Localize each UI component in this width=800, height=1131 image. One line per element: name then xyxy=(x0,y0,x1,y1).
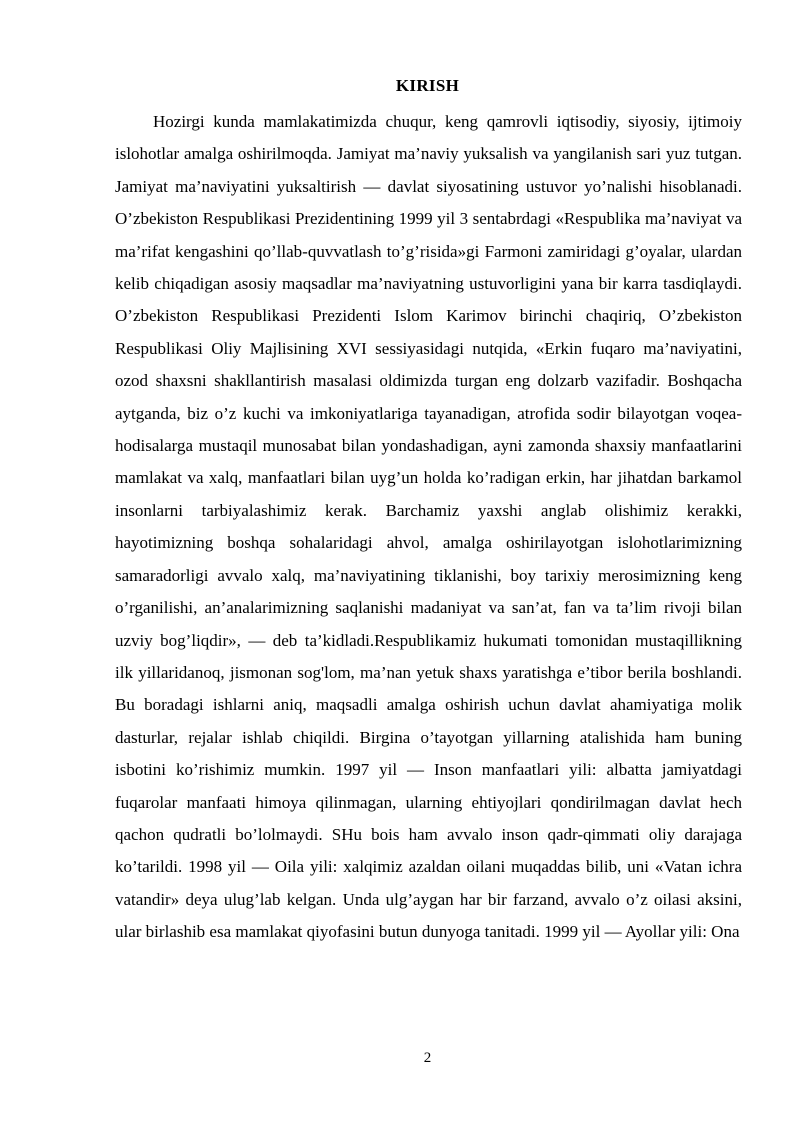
page-number: 2 xyxy=(423,1050,432,1066)
body-paragraph: Hozirgi kunda mamlakatimizda chuqur, keng qamrovli iqtisodiy, siyosiy, ijtimoiy islohotlar amalga oshirilmoqda. Jamiyat ma’naviy yuksalish va yangilanish sari yuz tutgan. Jamiyat ma’naviyatini yuksaltirish — davlat siyosatining ustuvor yo’nalishi hisoblanadi. O’zbekiston Respublikasi Prezidentining 1999 yil 3 sentabrdagi «Respublika ma’naviyat va ma’rifat kengashini qo’llab-quvvatlash to’g’risida»gi Farmoni zamiridagi g’oyalar, ulardan kelib chiqadigan asosiy maqsadlar ma’naviyatning ustuvorligini yana bir karra tasdiqlaydi. O’zbekiston Respublikasi Prezidenti Islom Karimov birinchi chaqiriq, O’zbekiston Respublikasi Oliy Majlisining XVI sessiyasidagi nutqida, «Erkin fuqaro ma’naviyatini, ozod shaxsni shakllantirish masalasi oldimizda turgan eng dolzarb vazifadir. Boshqacha aytganda, biz o’z kuchi va imkoniyatlariga tayanadigan, atrofida sodir bilayotgan voqea-hodisalarga mustaqil munosabat bilan yondashadigan, ayni zamonda shaxsiy manfaatlarini mamlakat va xalq, manfaatlari bilan uyg’un holda ko’radigan erkin, har jihatdan barkamol insonlarni tarbiyalashimiz kerak. Barchamiz yaxshi anglab olishimiz kerakki, hayotimizning boshqa sohalaridagi ahvol, amalga oshirilayotgan islohotlarimizning samaradorligi avvalo xalq, ma’naviyatining tiklanishi, boy tarixiy merosimizning keng o’rganilishi, an’analarimizning saqlanishi madaniyat va san’at, fan va ta’lim rivoji bilan uzviy bog’liqdir», — deb ta’kidladi.Respublikamiz hukumati tomonidan mustaqillikning ilk yillaridanoq, jismonan sog'lom, ma’nan yetuk shaxs yaratishga e’tibor berila boshlandi. Bu boradagi ishlarni aniq, maqsadli amalga oshirish uchun davlat ahamiyatiga molik dasturlar, rejalar ishlab chiqildi. Birgina o’tayotgan yillarning atalishida ham buning isbotini ko’rishimiz mumkin. 1997 yil — Inson manfaatlari yili: albatta jamiyatdagi fuqarolar manfaati himoya qilinmagan, ularning ehtiyojlari qondirilmagan davlat hech qachon qudratli bo’lolmaydi. SHu bois ham avvalo inson qadr-qimmati oliy darajaga ko’tarildi. 1998 yil — Oila yili: xalqimiz azaldan oilani muqaddas bilib, uni «Vatan ichra vatandir» deya ulug’lab kelgan. Unda ulg’aygan har bir farzand, avvalo o’z oilasi aksini, ular birlashib esa mamlakat qiyofasini butun dunyoga tanitadi. 1999 yil — Ayollar yili: Ona xyxy=(115,112,742,942)
section-heading: KIRISH xyxy=(395,76,460,95)
